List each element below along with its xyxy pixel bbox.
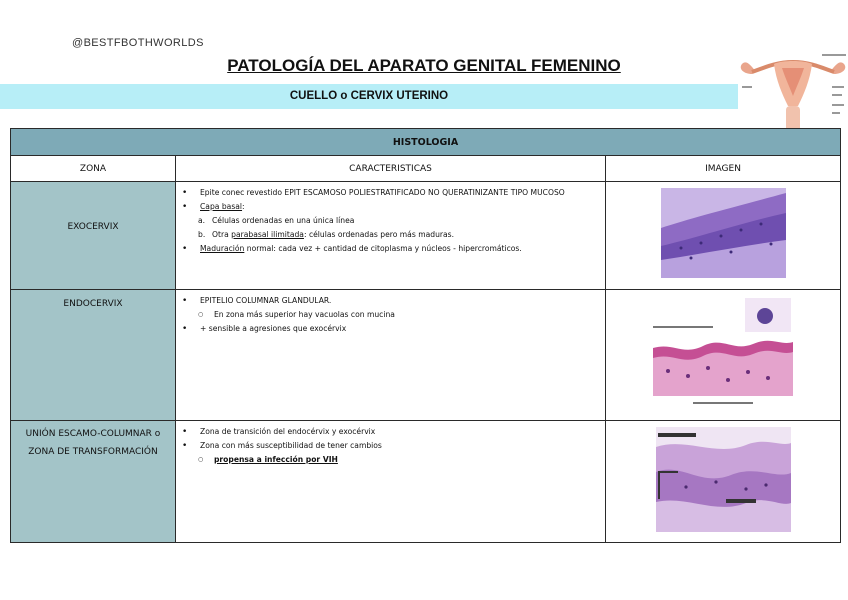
zone-cell (11, 421, 176, 543)
histologia-header: HISTOLOGIA (11, 129, 841, 156)
characteristics-cell (176, 421, 606, 543)
list-item: ○ propensa a infección por VIH (180, 453, 601, 467)
section-subtitle: CUELLO o CERVIX UTERINO (0, 84, 738, 109)
author-handle: @BESTFBOTHWORLDS (72, 37, 204, 49)
zone-cell (11, 182, 176, 290)
table-row (11, 421, 841, 543)
list-item: • Zona con más susceptibilidad de tener cambios (180, 439, 601, 453)
list-item: • Epite conec revestido EPIT ESCAMOSO POLIESTRATIFICADO NO QUERATINIZANTE TIPO MUCOSO (180, 186, 601, 200)
table-row (11, 182, 841, 290)
zone-label: ZONA DE TRANSFORMACIÓN (28, 447, 158, 457)
list-item: • Maduración normal: cada vez + cantidad de citoplasma y núcleos - hipercromáticos. (180, 242, 601, 256)
list-item: b. Otra parabasal ilimitada: células ordenadas pero más maduras. (198, 230, 455, 239)
column-header-zona: ZONA (11, 156, 176, 182)
characteristics-cell (176, 182, 606, 290)
zone-cell (11, 290, 176, 421)
list-item: • Zona de transición del endocérvix y exocérvix (180, 425, 601, 439)
list-item: • EPITELIO COLUMNAR GLANDULAR. (180, 294, 601, 308)
list-item: a. Células ordenadas en una única línea (198, 216, 355, 225)
zone-label: EXOCERVIX (67, 222, 119, 232)
page-title: PATOLOGÍA DEL APARATO GENITAL FEMENINO (227, 56, 621, 75)
characteristics-cell (176, 290, 606, 421)
endocervix-histology-image (653, 296, 793, 411)
column-header-imagen: IMAGEN (606, 156, 841, 182)
exocervix-histology-image (661, 188, 786, 278)
column-header-caracteristicas: CARACTERISTICAS (176, 156, 606, 182)
image-cell (606, 182, 841, 290)
list-item: ○ En zona más superior hay vacuolas con mucina (180, 308, 601, 322)
transformation-zone-histology-image (656, 427, 791, 532)
image-cell (606, 421, 841, 543)
list-item: • Capa basal: (180, 200, 601, 214)
zone-label: UNIÓN ESCAMO-COLUMNAR o (25, 429, 161, 439)
histology-table (10, 128, 841, 543)
image-cell (606, 290, 841, 421)
table-row (11, 290, 841, 421)
list-item: • + sensible a agresiones que exocérvix (180, 322, 601, 336)
zone-label: ENDOCERVIX (63, 299, 123, 309)
